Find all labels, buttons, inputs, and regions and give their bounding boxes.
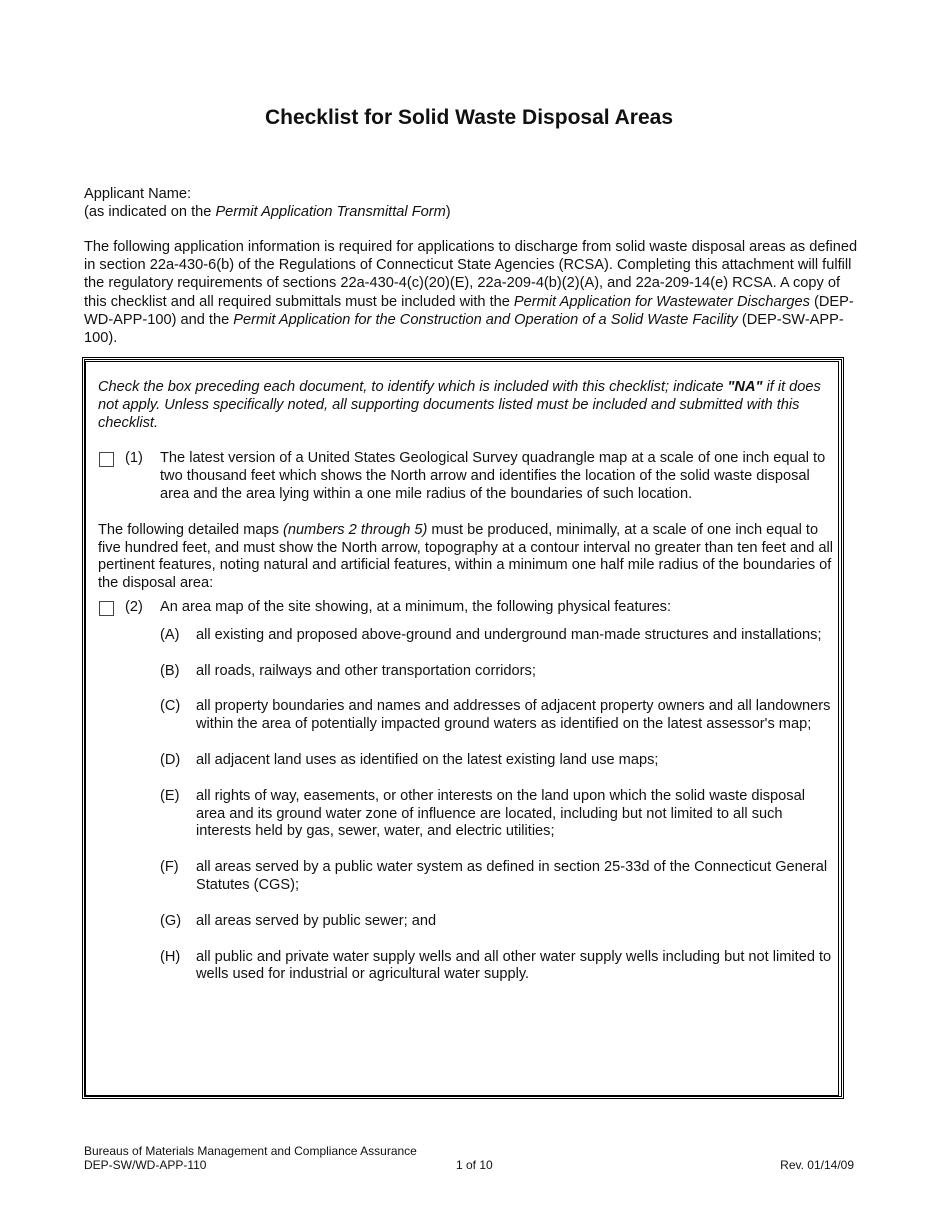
instructions: Check the box preceding each document, to identify which is included with this checklist; indicate "NA" if it does not apply. Unless specifically noted, all supporting documents listed must be included and submitted with this checklist.	[98, 379, 821, 431]
transmittal-form-name: Permit Application Transmittal Form	[215, 204, 446, 220]
maps-note: The following detailed maps (numbers 2 through 5) must be produced, minimally, at a scale of one inch equal to five hundred feet, and must show the North arrow, topography at a contour interval no greater than ten feet and all pertinent features, noting natural and artificial features, within a minimum one half mile radius of the boundaries of the disposal area:	[98, 521, 834, 592]
footer-bureau: Bureaus of Materials Management and Compliance Assurance	[84, 1144, 417, 1158]
subitem-c: (C) all property boundaries and names and addresses of adjacent property owners and all landowners within the area of potentially impacted ground waters as identified on the latest assessor's map;	[160, 698, 831, 733]
applicant-section	[84, 185, 451, 221]
wastewater-form-name: Permit Application for Wastewater Discharges	[513, 293, 810, 310]
checklist-content	[98, 379, 833, 1002]
subitem-g: (G) all areas served by public sewer; and	[160, 912, 437, 929]
subitem-d: (D) all adjacent land uses as identified on the latest existing land use maps;	[160, 751, 659, 768]
item-number: (2)	[125, 598, 143, 615]
footer-page-number: 1 of 10	[456, 1158, 493, 1172]
item-number: (1)	[125, 450, 143, 467]
subitem-h: (H) all public and private water supply wells and all other water supply wells including but not limited to wells used for industrial or agricultural water supply.	[160, 948, 832, 983]
page-footer	[84, 1144, 854, 1172]
checklist-item-2	[98, 599, 833, 984]
subitem-list	[160, 627, 833, 984]
footer-form-id: DEP-SW/WD-APP-110	[84, 1158, 207, 1172]
checklist-item-1	[98, 450, 833, 503]
applicant-note: (as indicated on the Permit Application Transmittal Form)	[84, 204, 451, 220]
intro-paragraph: The following application information is required for applications to discharge from solid waste disposal areas as defined in section 22a-430-6(b) of the Regulations of Connecticut State Agencies (RCSA). Completing this attachment will fulfill the regulatory requirements of sections 22a-430-4(c)(20)(E), 22a-209-4(b)(2)(A), and 22a-209-14(e) RCSA. A copy of this checklist and all required submittals must be included with the Permit Application for Wastewater Discharges (DEP-WD-APP-100) and the Permit Application for the Construction and Operation of a Solid Waste Facility (DEP-SW-APP-100).	[84, 239, 858, 347]
page-title: Checklist for Solid Waste Disposal Areas	[264, 106, 674, 129]
item-text: The latest version of a United States Geological Survey quadrangle map at a scale of one inch equal to two thousand feet which shows the North arrow and identifies the location of the solid waste disposal area and the area lying within a one mile radius of the boundaries of such location.	[160, 450, 826, 502]
subitem-f: (F) all areas served by a public water system as defined in section 25-33d of the Connecticut General Statutes (CGS);	[160, 859, 828, 893]
footer-revision: Rev. 01/14/09	[780, 1158, 854, 1172]
na-marker: "NA"	[727, 379, 763, 395]
checkbox-item-1[interactable]	[99, 452, 114, 467]
item-text: An area map of the site showing, at a minimum, the following physical features:	[160, 598, 672, 615]
checkbox-item-2[interactable]	[99, 601, 114, 616]
subitem-a: (A) all existing and proposed above-ground and underground man-made structures and installations;	[160, 626, 822, 643]
solid-waste-form-name: Permit Application for the Construction and Operation of a Solid Waste Facility	[233, 311, 738, 328]
applicant-name-label: Applicant Name:	[84, 186, 192, 202]
subitem-e: (E) all rights of way, easements, or other interests on the land upon which the solid waste disposal area and its ground water zone of influence are located, including but not limited to all such interests held by gas, sewer, water, and electric utilities;	[160, 787, 805, 840]
subitem-b: (B) all roads, railways and other transportation corridors;	[160, 662, 536, 679]
